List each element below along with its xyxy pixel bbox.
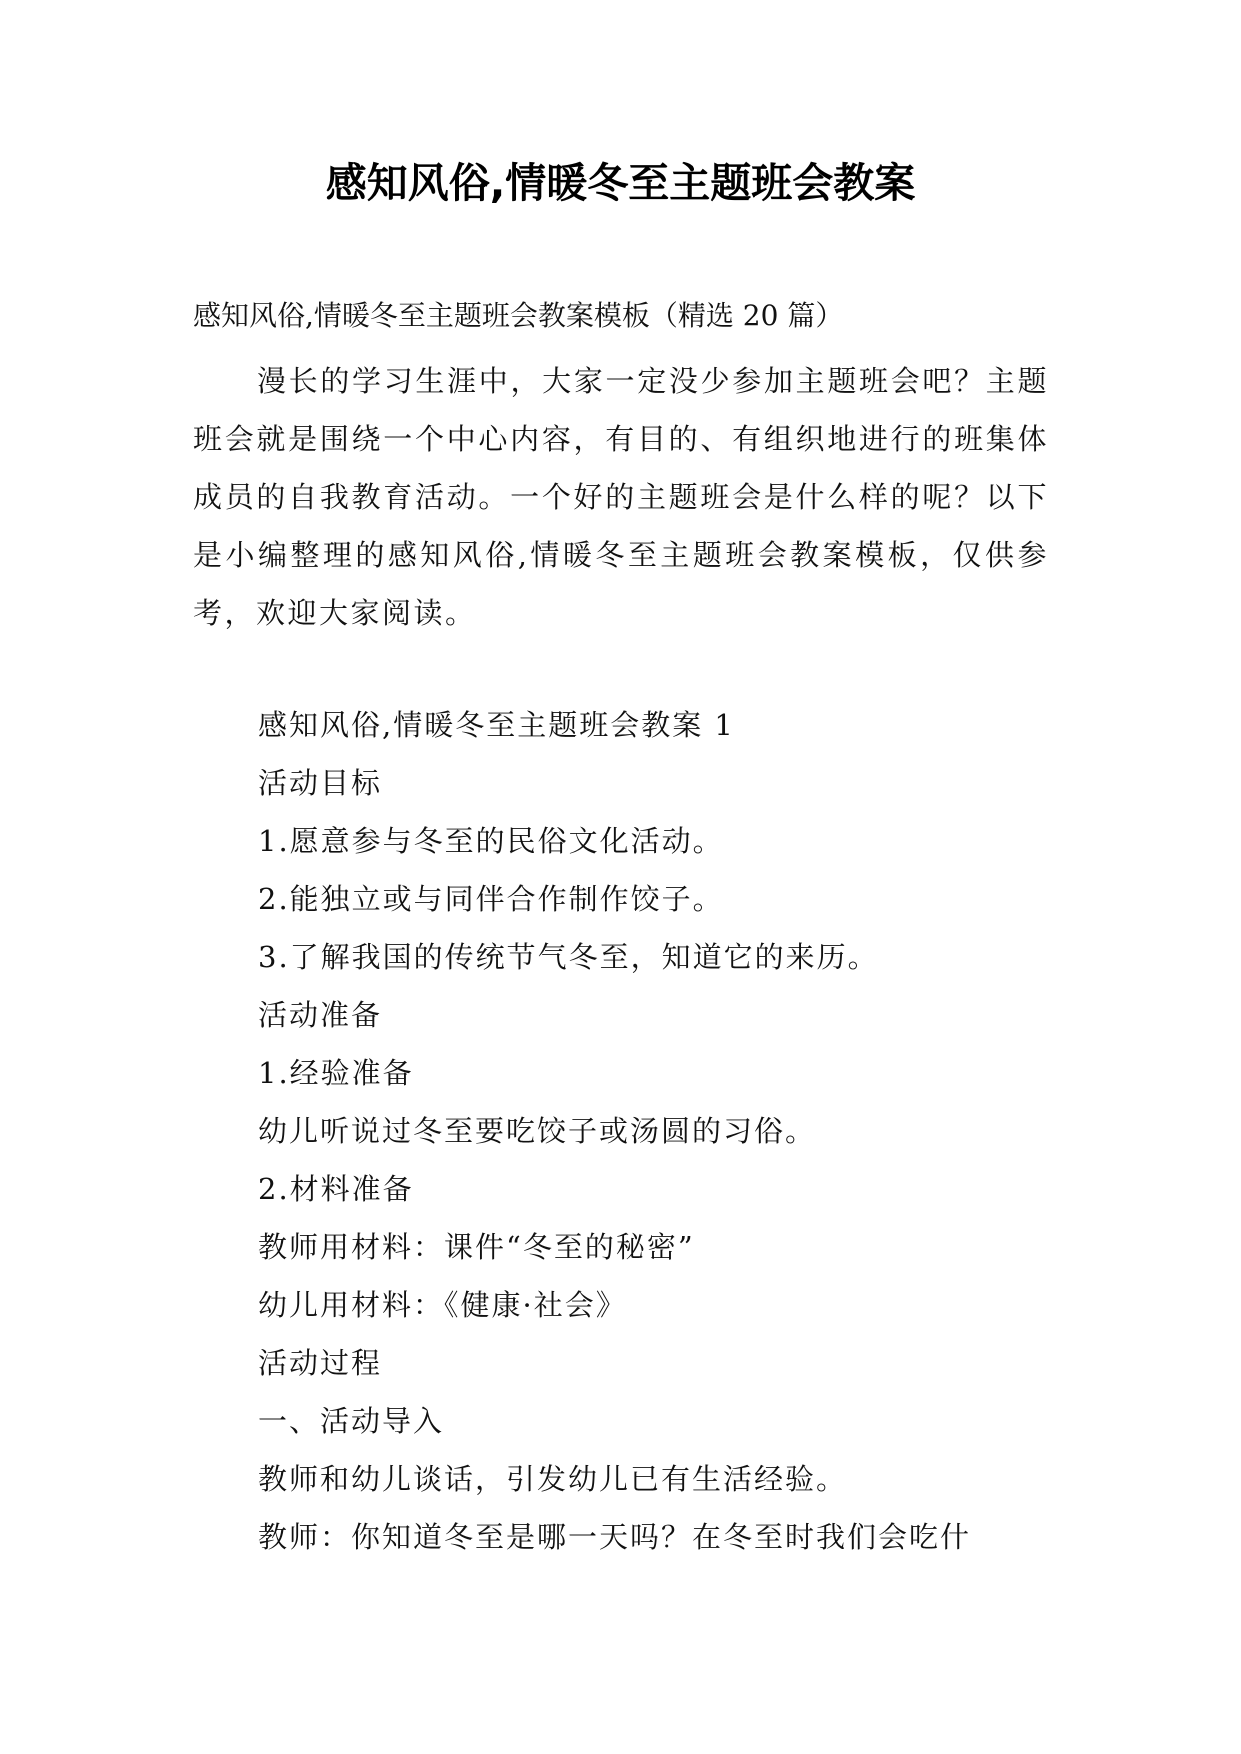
goal-item: 2.能独立或与同伴合作制作饺子。 [258,882,724,916]
heading-activity-preparation: 活动准备 [258,998,383,1032]
text-line: 幼儿听说过冬至要吃饺子或汤圆的习俗。 [258,1114,817,1148]
text-line: 幼儿用材料：《健康·社会》 [258,1288,627,1322]
text-line: 教师用材料：课件“冬至的秘密” [258,1230,695,1264]
document-subtitle: 感知风俗,情暖冬至主题班会教案模板（精选 20 篇） [193,299,844,332]
goal-item: 3.了解我国的传统节气冬至，知道它的来历。 [258,940,879,974]
text-line: 教师和幼儿谈话，引发幼儿已有生活经验。 [258,1462,848,1496]
document-title: 感知风俗,情暖冬至主题班会教案 [325,159,916,207]
goal-item: 1.愿意参与冬至的民俗文化活动。 [258,824,724,858]
preparation-item: 1.经验准备 [258,1056,414,1090]
process-step: 一、活动导入 [258,1404,445,1438]
preparation-item: 2.材料准备 [258,1172,414,1206]
section-heading: 感知风俗,情暖冬至主题班会教案 1 [258,708,735,742]
lesson-plan-body [258,696,1058,1566]
text-line: 教师：你知道冬至是哪一天吗？在冬至时我们会吃什 [258,1520,972,1554]
heading-activity-process: 活动过程 [258,1346,383,1380]
intro-paragraph: 漫长的学习生涯中，大家一定没少参加主题班会吧？主题班会就是围绕一个中心内容，有目的、有组织地进行的班集体成员的自我教育活动。一个好的主题班会是什么样的呢？以下是小编整理的感知风俗,情暖冬至主题班会教案模板，仅供参考，欢迎大家阅读。 [193,364,1049,630]
heading-activity-goals: 活动目标 [258,766,383,800]
